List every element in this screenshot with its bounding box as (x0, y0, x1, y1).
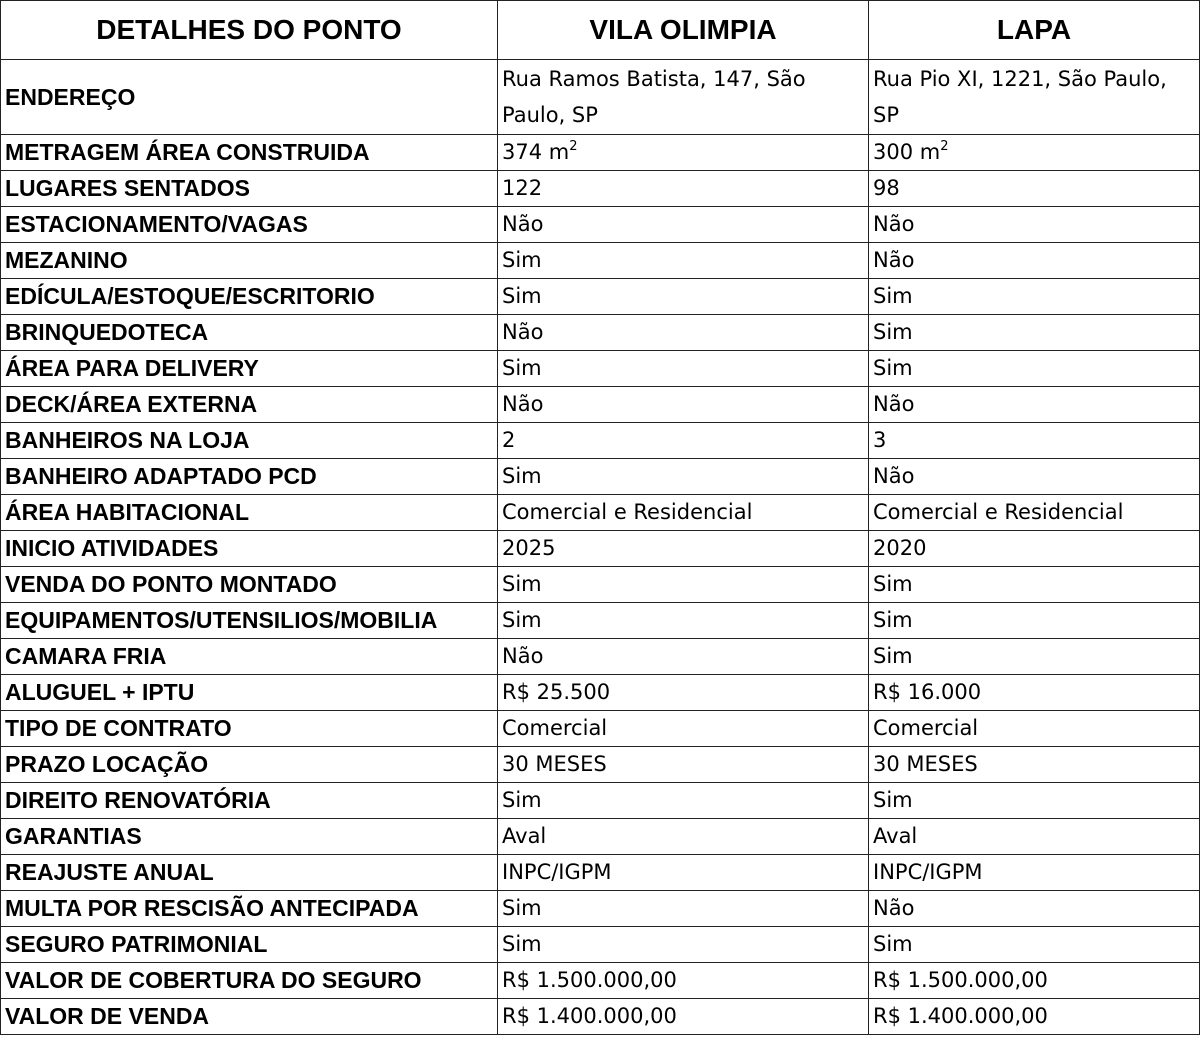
table-row (1, 495, 1200, 531)
table-row (1, 819, 1200, 855)
lapa-value: Sim (869, 783, 1200, 819)
vila-olimpia-value: 30 MESES (498, 747, 869, 783)
lapa-value: Comercial (869, 711, 1200, 747)
vila-olimpia-value: Não (498, 315, 869, 351)
vila-olimpia-value: Não (498, 387, 869, 423)
row-label: BANHEIRO ADAPTADO PCD (1, 459, 498, 495)
lapa-value: Sim (869, 927, 1200, 963)
vila-olimpia-value: Sim (498, 459, 869, 495)
table-row (1, 60, 1200, 135)
lapa-value: Não (869, 243, 1200, 279)
lapa-value: R$ 16.000 (869, 675, 1200, 711)
row-label: VENDA DO PONTO MONTADO (1, 567, 498, 603)
row-label: ALUGUEL + IPTU (1, 675, 498, 711)
lapa-value: Sim (869, 639, 1200, 675)
vila-olimpia-value: Comercial (498, 711, 869, 747)
vila-olimpia-value: 122 (498, 171, 869, 207)
row-label: TIPO DE CONTRATO (1, 711, 498, 747)
row-label: METRAGEM ÁREA CONSTRUIDA (1, 135, 498, 171)
table-row (1, 891, 1200, 927)
row-label: LUGARES SENTADOS (1, 171, 498, 207)
superscript: 2 (569, 139, 578, 154)
row-label: GARANTIAS (1, 819, 498, 855)
table-row (1, 423, 1200, 459)
lapa-value: R$ 1.400.000,00 (869, 999, 1200, 1035)
vila-olimpia-value: Comercial e Residencial (498, 495, 869, 531)
table-row (1, 567, 1200, 603)
table-row (1, 855, 1200, 891)
table-row (1, 135, 1200, 171)
lapa-value: Rua Pio XI, 1221, São Paulo, SP (869, 60, 1200, 135)
table-row (1, 531, 1200, 567)
table-row (1, 927, 1200, 963)
lapa-value: Sim (869, 603, 1200, 639)
superscript: 2 (940, 139, 949, 154)
vila-olimpia-value: Sim (498, 279, 869, 315)
vila-olimpia-value: Sim (498, 567, 869, 603)
header-vila-olimpia: VILA OLIMPIA (498, 1, 869, 60)
table-row (1, 675, 1200, 711)
table-row (1, 783, 1200, 819)
lapa-value: 3 (869, 423, 1200, 459)
row-label: REAJUSTE ANUAL (1, 855, 498, 891)
vila-olimpia-value: R$ 1.400.000,00 (498, 999, 869, 1035)
table-row (1, 351, 1200, 387)
table-row (1, 999, 1200, 1035)
lapa-value: Não (869, 387, 1200, 423)
lapa-value: 98 (869, 171, 1200, 207)
row-label: DIREITO RENOVATÓRIA (1, 783, 498, 819)
lapa-value: 2020 (869, 531, 1200, 567)
lapa-value: Aval (869, 819, 1200, 855)
vila-olimpia-value: Sim (498, 783, 869, 819)
vila-olimpia-value: Aval (498, 819, 869, 855)
header-details: DETALHES DO PONTO (1, 1, 498, 60)
lapa-value: Não (869, 891, 1200, 927)
table-row (1, 747, 1200, 783)
row-label: VALOR DE COBERTURA DO SEGURO (1, 963, 498, 999)
lapa-value: 30 MESES (869, 747, 1200, 783)
lapa-value: INPC/IGPM (869, 855, 1200, 891)
vila-olimpia-value: Sim (498, 351, 869, 387)
row-label: EQUIPAMENTOS/UTENSILIOS/MOBILIA (1, 603, 498, 639)
row-label: DECK/ÁREA EXTERNA (1, 387, 498, 423)
row-label: MEZANINO (1, 243, 498, 279)
row-label: VALOR DE VENDA (1, 999, 498, 1035)
vila-olimpia-value: Sim (498, 603, 869, 639)
vila-olimpia-value: R$ 25.500 (498, 675, 869, 711)
vila-olimpia-value: Sim (498, 243, 869, 279)
lapa-value: Sim (869, 351, 1200, 387)
row-label: ÁREA HABITACIONAL (1, 495, 498, 531)
row-label: BANHEIROS NA LOJA (1, 423, 498, 459)
row-label: ESTACIONAMENTO/VAGAS (1, 207, 498, 243)
table-row (1, 279, 1200, 315)
row-label: BRINQUEDOTECA (1, 315, 498, 351)
vila-olimpia-value: 2025 (498, 531, 869, 567)
row-label: SEGURO PATRIMONIAL (1, 927, 498, 963)
table-row (1, 459, 1200, 495)
row-label: PRAZO LOCAÇÃO (1, 747, 498, 783)
table-row (1, 711, 1200, 747)
lapa-value: Sim (869, 567, 1200, 603)
table-row (1, 243, 1200, 279)
row-label: ENDEREÇO (1, 60, 498, 135)
vila-olimpia-value: 374 $m^2$ (498, 135, 869, 171)
table-row (1, 963, 1200, 999)
lapa-value: 300 $m^2$ (869, 135, 1200, 171)
vila-olimpia-value: Rua Ramos Batista, 147, São Paulo, SP (498, 60, 869, 135)
table-row (1, 639, 1200, 675)
vila-olimpia-value: Não (498, 639, 869, 675)
lapa-value: Não (869, 459, 1200, 495)
row-label: EDÍCULA/ESTOQUE/ESCRITORIO (1, 279, 498, 315)
header-row (1, 1, 1200, 60)
table-row (1, 171, 1200, 207)
table-row (1, 603, 1200, 639)
table-row (1, 315, 1200, 351)
lapa-value: Comercial e Residencial (869, 495, 1200, 531)
table-row (1, 207, 1200, 243)
lapa-value: Não (869, 207, 1200, 243)
table-row (1, 387, 1200, 423)
header-lapa: LAPA (869, 1, 1200, 60)
vila-olimpia-value: INPC/IGPM (498, 855, 869, 891)
row-label: CAMARA FRIA (1, 639, 498, 675)
row-label: ÁREA PARA DELIVERY (1, 351, 498, 387)
lapa-value: R$ 1.500.000,00 (869, 963, 1200, 999)
vila-olimpia-value: 2 (498, 423, 869, 459)
row-label: INICIO ATIVIDADES (1, 531, 498, 567)
vila-olimpia-value: Não (498, 207, 869, 243)
row-label: MULTA POR RESCISÃO ANTECIPADA (1, 891, 498, 927)
vila-olimpia-value: R$ 1.500.000,00 (498, 963, 869, 999)
vila-olimpia-value: Sim (498, 891, 869, 927)
lapa-value: Sim (869, 315, 1200, 351)
vila-olimpia-value: Sim (498, 927, 869, 963)
lapa-value: Sim (869, 279, 1200, 315)
